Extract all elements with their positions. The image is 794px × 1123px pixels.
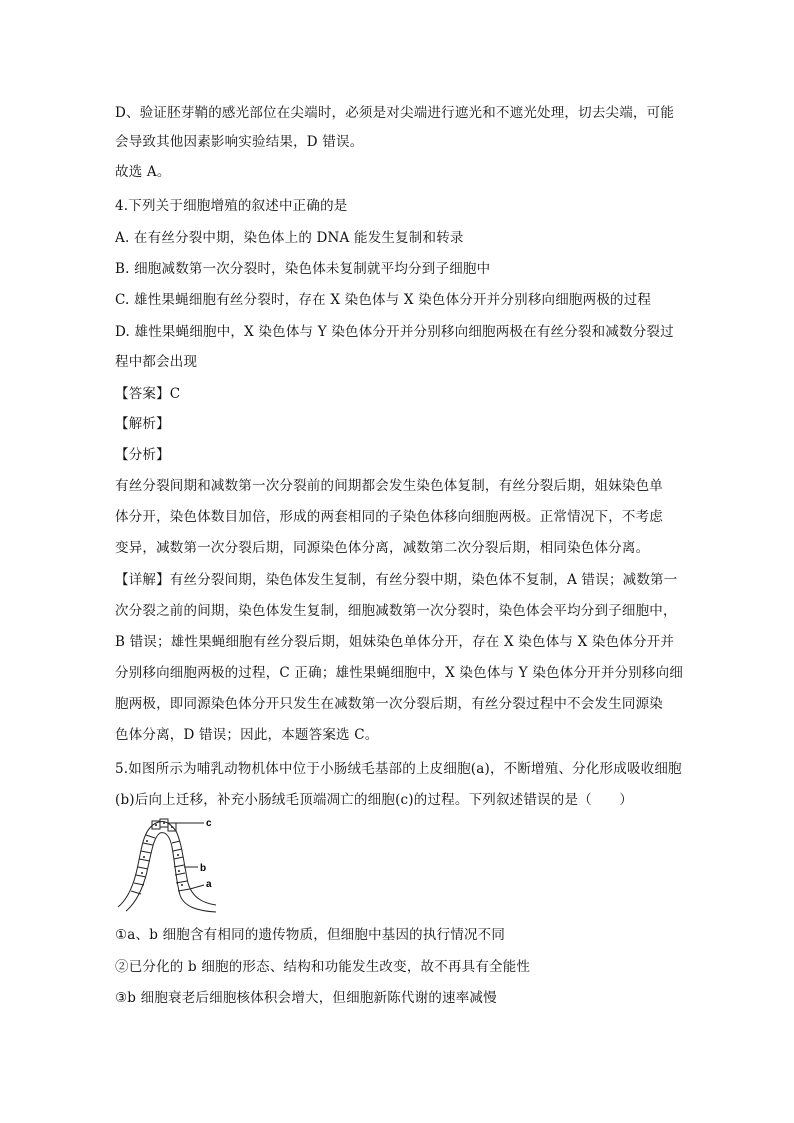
question-5-stem: 5.如图所示为哺乳动物机体中位于小肠绒毛基部的上皮细胞(a)，不断增殖、分化形成吸收细胞 (115, 761, 682, 777)
statement-2: ②已分化的 b 细胞的形态、结构和功能发生改变，故不再具有全能性 (115, 959, 531, 975)
label-c: c (206, 818, 212, 829)
statement-3: ③b 细胞衰老后细胞核体积会增大，但细胞新陈代谢的速率减慢 (115, 990, 497, 1006)
detail-text: 胞两极，即同源染色体分开只发生在减数第一次分裂后期，有丝分裂过程中不会发生同源染 (115, 696, 663, 712)
detail-text: 色体分离，D 错误；因此，本题答案选 C。 (115, 727, 379, 743)
option-d-cont: 程中都会出现 (115, 354, 198, 370)
answer-label: 【答案】C (115, 386, 181, 402)
analysis-text: 变异，减数第一次分裂后期，同源染色体分离，减数第二次分裂后期，相同染色体分离。 (115, 540, 650, 556)
question-5-stem-cont: (b)后向上迁移，补充小肠绒毛顶端凋亡的细胞(c)的过程。下列叙述错误的是（ ） (115, 792, 633, 808)
statement-1: ①a、b 细胞含有相同的遗传物质，但细胞中基因的执行情况不同 (115, 927, 506, 943)
question-4-stem: 4.下列关于细胞增殖的叙述中正确的是 (115, 198, 348, 214)
villus-diagram (112, 815, 222, 915)
detail-text: 分别移向细胞两极的过程，C 正确；雄性果蝇细胞中，X 染色体与 Y 染色体分开并分别移向细 (115, 665, 684, 681)
text-line: 故选 A。 (115, 164, 171, 180)
analysis-subheading: 【分析】 (115, 447, 170, 463)
option-b: B. 细胞减数第一次分裂时，染色体未复制就平均分到子细胞中 (115, 261, 491, 277)
label-b: b (200, 863, 207, 874)
option-d: D. 雄性果蝇细胞中，X 染色体与 Y 染色体分开并分别移向细胞两极在有丝分裂和减数分裂过 (115, 324, 674, 340)
text-line: 会导致其他因素影响实验结果，D 错误。 (115, 134, 364, 150)
analysis-text: 有丝分裂间期和减数第一次分裂前的间期都会发生染色体复制，有丝分裂后期，姐妹染色单 (115, 478, 663, 494)
detail-text: 次分裂之前的间期，染色体发生复制，细胞减数第一次分裂时，染色体会平均分到子细胞中， (115, 603, 677, 619)
option-a: A. 在有丝分裂中期，染色体上的 DNA 能发生复制和转录 (115, 230, 464, 246)
text-line: D、验证胚芽鞘的感光部位在尖端时，必须是对尖端进行遮光和不遮光处理，切去尖端，可能 (115, 105, 675, 121)
analysis-text: 体分开，染色体数目加倍，形成的两套相同的子染色体移向细胞两极。正常情况下，不考虑 (115, 509, 663, 525)
analysis-heading: 【解析】 (115, 416, 170, 432)
label-a: a (206, 879, 212, 890)
detail-text: B 错误；雄性果蝇细胞有丝分裂后期，姐妹染色单体分开，存在 X 染色体与 X 染色体分开并 (115, 634, 675, 650)
option-c: C. 雄性果蝇细胞有丝分裂时，存在 X 染色体与 X 染色体分开并分别移向细胞两极的过程 (115, 292, 652, 308)
detail-text: 【详解】有丝分裂间期，染色体发生复制，有丝分裂中期，染色体不复制，A 错误；减数第一 (115, 572, 678, 588)
